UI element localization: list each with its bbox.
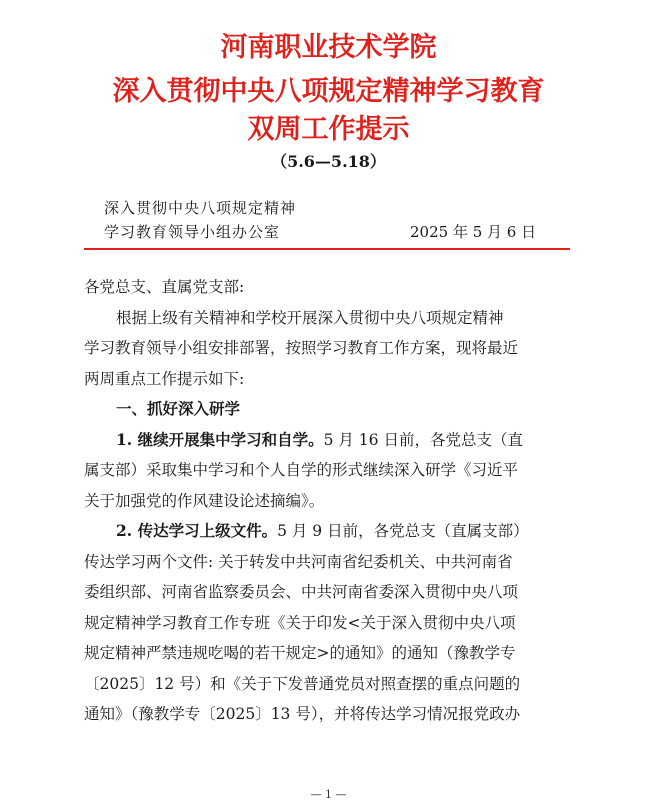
document-title-line-3: 双周工作提示 [247,114,410,145]
item-2-line-6: 〔2025〕12 号）和《关于下发普通党员对照查摆的重点问题的 [84,675,521,693]
item-1-line-3: 关于加强党的作风建设论述摘编》。 [84,492,325,510]
item-2-line-5: 规定精神严禁违规吃喝的若干规定>的通知》的通知（豫教学专 [84,644,516,662]
item-2-line-4: 规定精神学习教育工作专班《关于印发<关于深入贯彻中央八项 [84,614,516,632]
page-number: — 1 — [310,788,347,801]
date-range: （5.6—5.18） [271,152,386,171]
section-heading-1: 一、抓好深入研学 [116,399,241,418]
item-2-line-3: 委组织部、河南省监察委员会、中共河南省委深入贯彻中央八项 [84,583,519,601]
issue-date: 2025 年 5 月 6 日 [410,223,537,241]
item-1-line-2: 属支部）采取集中学习和个人自学的形式继续深入研学《习近平 [84,461,519,479]
intro-line-3: 两周重点工作提示如下: [84,370,245,388]
item-2-lead: 2. 传达学习上级文件。 [116,521,278,540]
document-title-line-1: 河南职业技术学院 [220,32,437,63]
document-title-line-2: 深入贯彻中央八项规定精神学习教育 [112,76,545,107]
intro-line-2: 学习教育领导小组安排部署，按照学习教育工作方案，现将最近 [84,339,519,357]
item-2-first-line [116,516,616,547]
item-1-lead: 1. 继续开展集中学习和自学。 [116,430,324,449]
item-2-line-2: 传达学习两个文件: 关于转发中共河南省纪委机关、中共河南省 [84,553,513,571]
item-2-line-7: 通知》（豫教学专〔2025〕13 号），并将传达学习情况报党政办 [84,705,521,723]
salutation: 各党总支、直属党支部: [84,278,245,296]
red-divider-rule [84,248,570,250]
issuer-line-2: 学习教育领导小组办公室 [104,223,281,241]
item-1-text: 5 月 16 日前，各党总支（直 [323,431,523,449]
issuer-line-1: 深入贯彻中央八项规定精神 [104,199,297,217]
item-1-first-line [116,425,616,456]
intro-line-1: 根据上级有关精神和学校开展深入贯彻中央八项规定精神 [116,309,504,327]
item-2-text: 5 月 9 日前，各党总支（直属支部） [277,522,529,540]
